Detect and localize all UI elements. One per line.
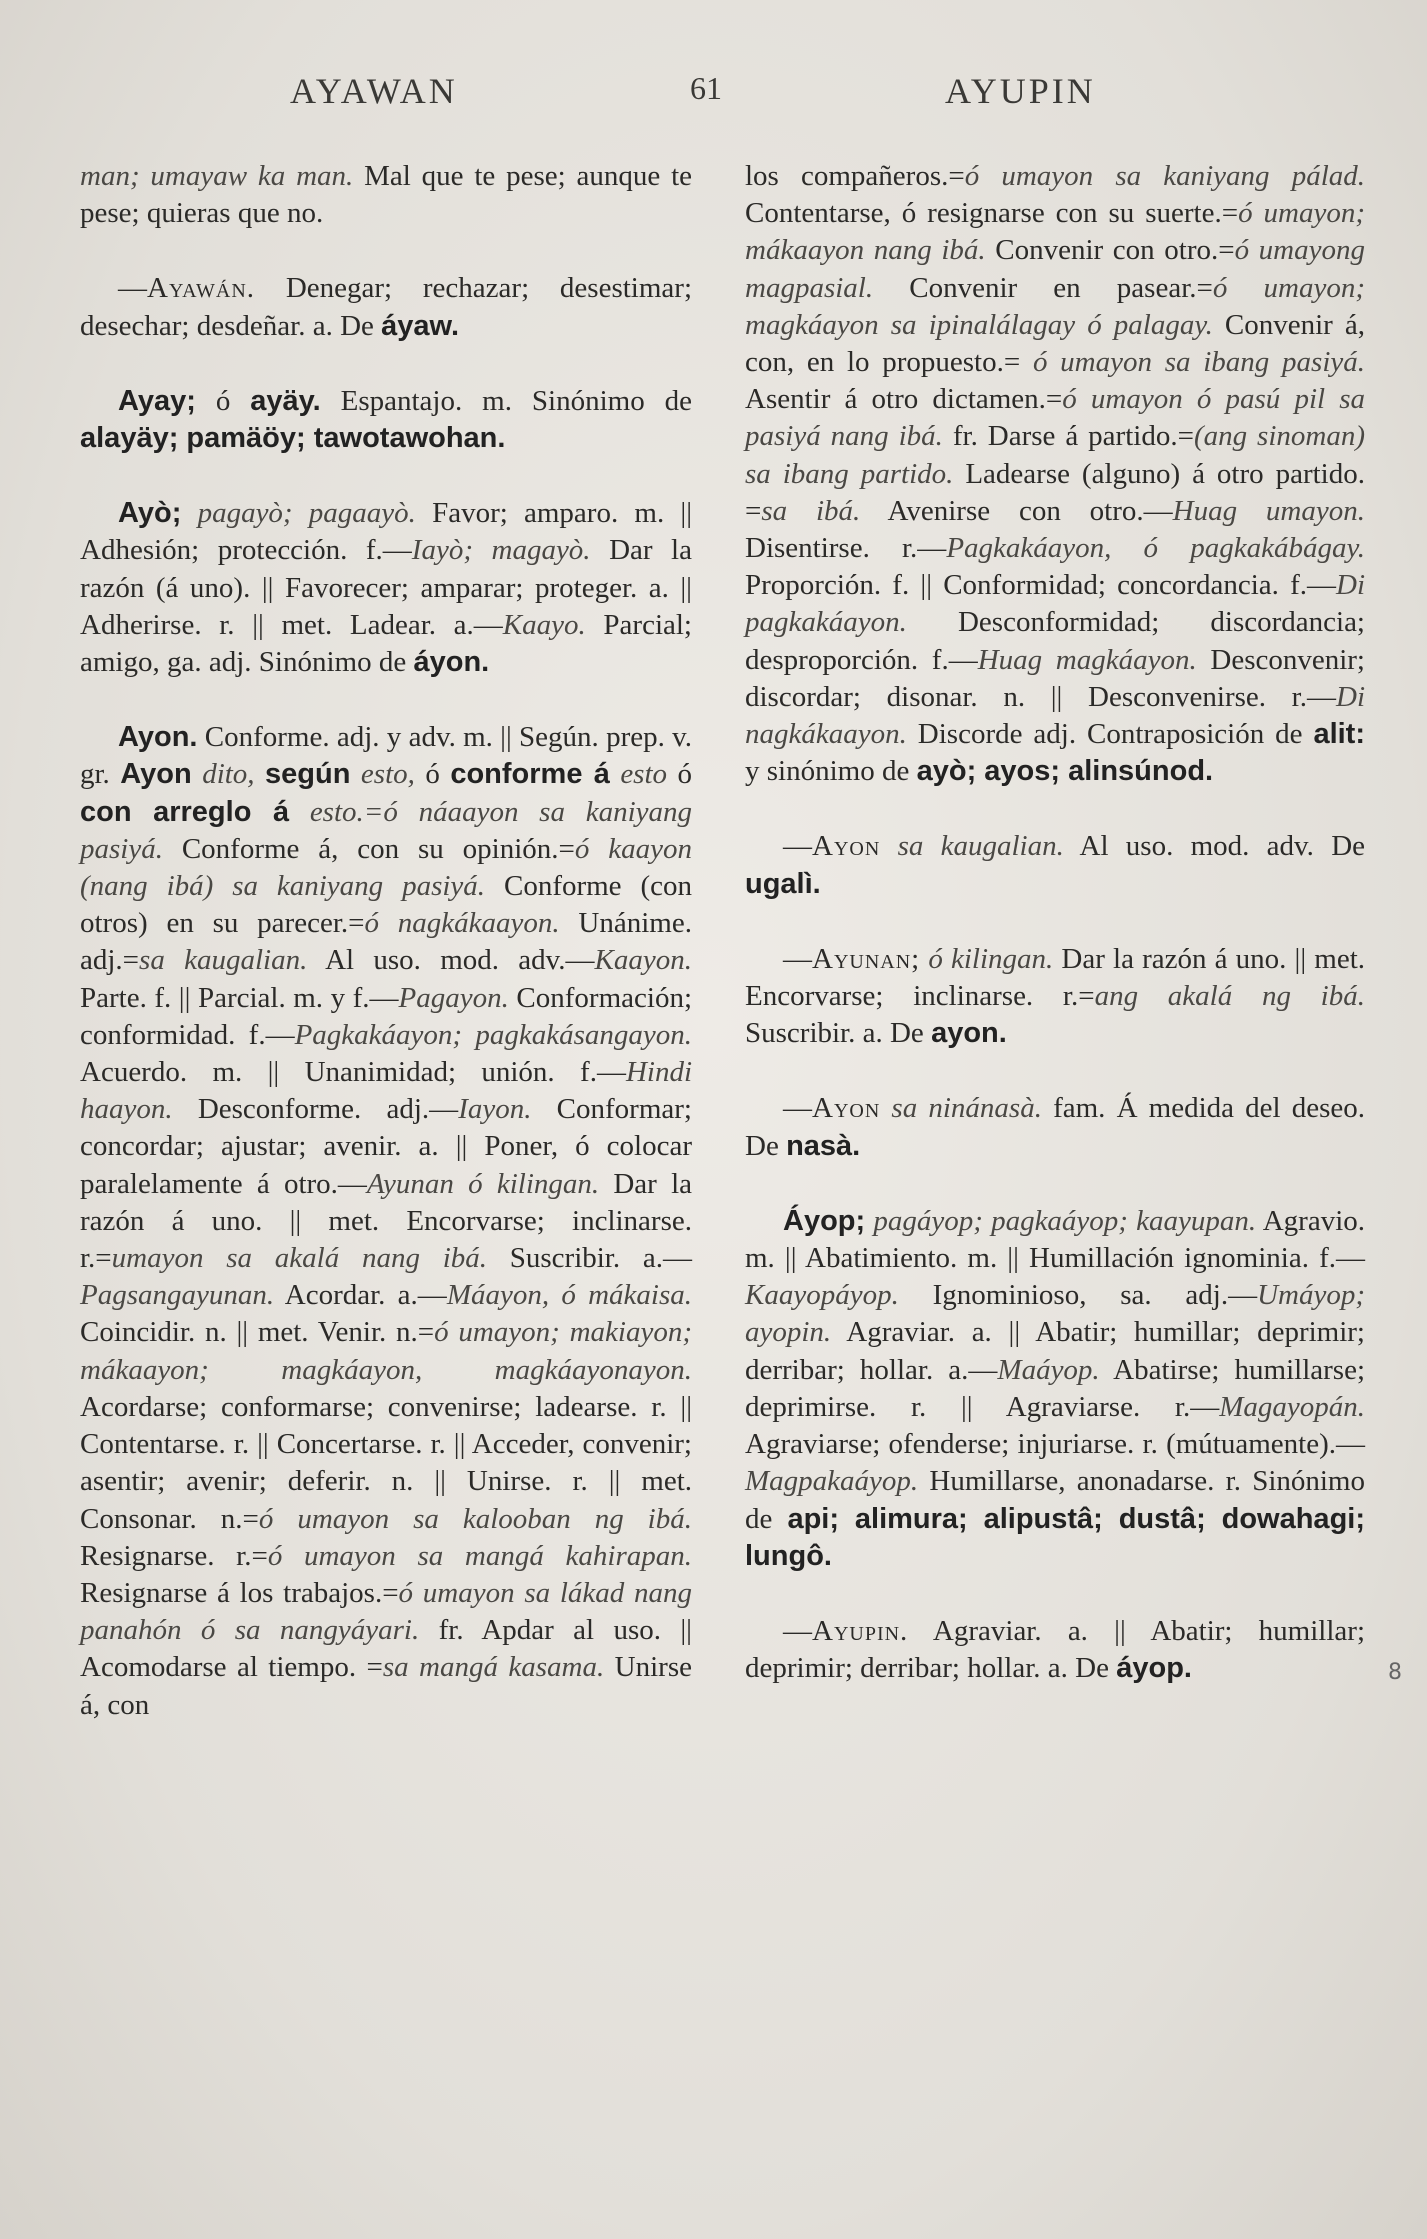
- dictionary-entry-ayupin: —Ayupin. Agraviar. a. || Abatir; humillar; deprimir; derribar; hollar. a. De áyop.: [745, 1614, 1365, 1685]
- dictionary-entry-ayawan: —Ayawán. Denegar; rechazar; desestimar; desechar; desdeñar. a. De áyaw.: [80, 272, 692, 342]
- dictionary-entry-ayay: Ayay; ó ayäy. Espantajo. m. Sinónimo de alayäy; pamäöy; tawotawohan.: [80, 384, 692, 455]
- header-right-guideword: AYUPIN: [945, 71, 1096, 111]
- left-column: [80, 158, 692, 1762]
- running-header: [70, 70, 1130, 130]
- dictionary-entry-ayon: Ayon. Conforme. adj. y adv. m. || Según. prep. v. gr. Ayon dito, según esto, ó conforme á esto ó con arreglo á esto.=ó náaayon sa kaniyang pasiyá. Conforme á, con su opinión.=ó kaayon (nang ibá) sa kaniyang pasiyá. Conforme (con otros) en su parecer.=ó nagkákaayon. Unánime. adj.=sa kaugalian. Al uso. mod. adv.—Kaayon. Parte. f. || Parcial. m. y f.—Pagayon. Conformación; conformidad. f.—Pagkakáayon; pagkakásangayon. Acuerdo. m. || Unanimidad; unión. f.—Hindi haayon. Desconforme. adj.—Iayon. Conformar; concordar; ajustar; avenir. a. || Poner, ó colocar paralelamente á otro.—Ayunan ó kilingan. Dar la razón á uno. || met. Encorvarse; inclinarse. r.=umayon sa akalá nang ibá. Suscribir. a.—Pagsangayunan. Acordar. a.—Máayon, ó mákaisa. Coincidir. n. || met. Venir. n.=ó umayon; makiayon; mákaayon; magkáayon, magkáayonayon. Acordarse; conformarse; convenirse; ladearse. r. || Contentarse. r. || Concertarse. r. || Acceder, convenir; asentir; avenir; deferir. n. || Unirse. r. || met. Consonar. n.=ó umayon sa kalooban ng ibá. Resignarse. r.=ó umayon sa mangá kahirapan. Resignarse á los trabajos.=ó umayon sa lákad nang panahón ó sa nangyáyari. fr. Apdar al uso. || Acomodarse al tiempo. =sa mangá kasama. Unirse á, con: [80, 721, 693, 1721]
- dictionary-entry-ayon-cont: los compañeros.=ó umayon sa kaniyang pálad. Contentarse, ó resignarse con su suerte.=ó umayon; mákaayon nang ibá. Convenir con otro.=ó umayong magpasial. Convenir en pasear.=ó umayon; magkáayon sa ipinalálagay ó palagay. Convenir á, con, en lo propuesto.= ó umayon sa ibang pasiyá. Asentir á otro dictamen.=ó umayon ó pasú pil sa pasiyá nang ibá. fr. Darse á partido.=(ang sinoman) sa ibang partido. Ladearse (alguno) á otro partido. =sa ibá. Avenirse con otro.—Huag umayon. Disentirse. r.—Pagkakáayon, ó pagkakábágay. Proporción. f. || Conformidad; concordancia. f.—Di pagkakáayon. Desconformidad; discordancia; desproporción. f.—Huag magkáayon. Desconvenir; discordar; disonar. n. || Desconvenirse. r.—Di nagkákaayon. Discorde adj. Contraposición de alit: y sinónimo de ayò; ayos; alinsúnod.: [745, 160, 1366, 788]
- dictionary-entry-ayunan: —Ayunan; ó kilingan. Dar la razón á uno. || met. Encorvarse; inclinarse. r.=ang akalá ng ibá. Suscribir. a. De ayon.: [745, 942, 1366, 1050]
- right-column: [745, 158, 1365, 1725]
- dictionary-entry-ayon-ninanasa: —Ayon sa ninánasà. fam. Á medida del deseo. De nasà.: [745, 1092, 1365, 1162]
- page-number: 61: [690, 70, 722, 106]
- header-left-guideword: AYAWAN: [290, 71, 458, 111]
- margin-mark: 8: [1388, 1660, 1402, 1685]
- dictionary-entry-ayaw-cont: man; umayaw ka man. Mal que te pese; aunque te pese; quieras que no.: [80, 160, 692, 230]
- dictionary-entry-ayo: Ayò; pagayò; pagaayò. Favor; amparo. m. || Adhesión; protección. f.—Iayò; magayò. Dar la razón (á uno). || Favorecer; amparar; proteger. a. || Adherirse. r. || met. Ladear. a.—Kaayo. Parcial; amigo, ga. adj. Sinónimo de áyon.: [80, 497, 692, 679]
- dictionary-entry-ayop: Áyop; pagáyop; pagkaáyop; kaayupan. Agravio. m. || Abatimiento. m. || Humillación ignominia. f.—Kaayopáyop. Ignominioso, sa. adj.—Umáyop; ayopin. Agraviar. a. || Abatir; humillar; deprimir; derribar; hollar. a.—Maáyop. Abatirse; humillarse; deprimirse. r. || Agraviarse. r.—Magayopán. Agraviarse; ofenderse; injuriarse. r. (mútuamente).—Magpakaáyop. Humillarse, anonadarse. r. Sinónimo de api; alimura; alipustâ; dustâ; dowahagi; lungô.: [745, 1204, 1366, 1572]
- dictionary-entry-ayon-kaugalian: —Ayon sa kaugalian. Al uso. mod. adv. De ugalì.: [745, 830, 1366, 900]
